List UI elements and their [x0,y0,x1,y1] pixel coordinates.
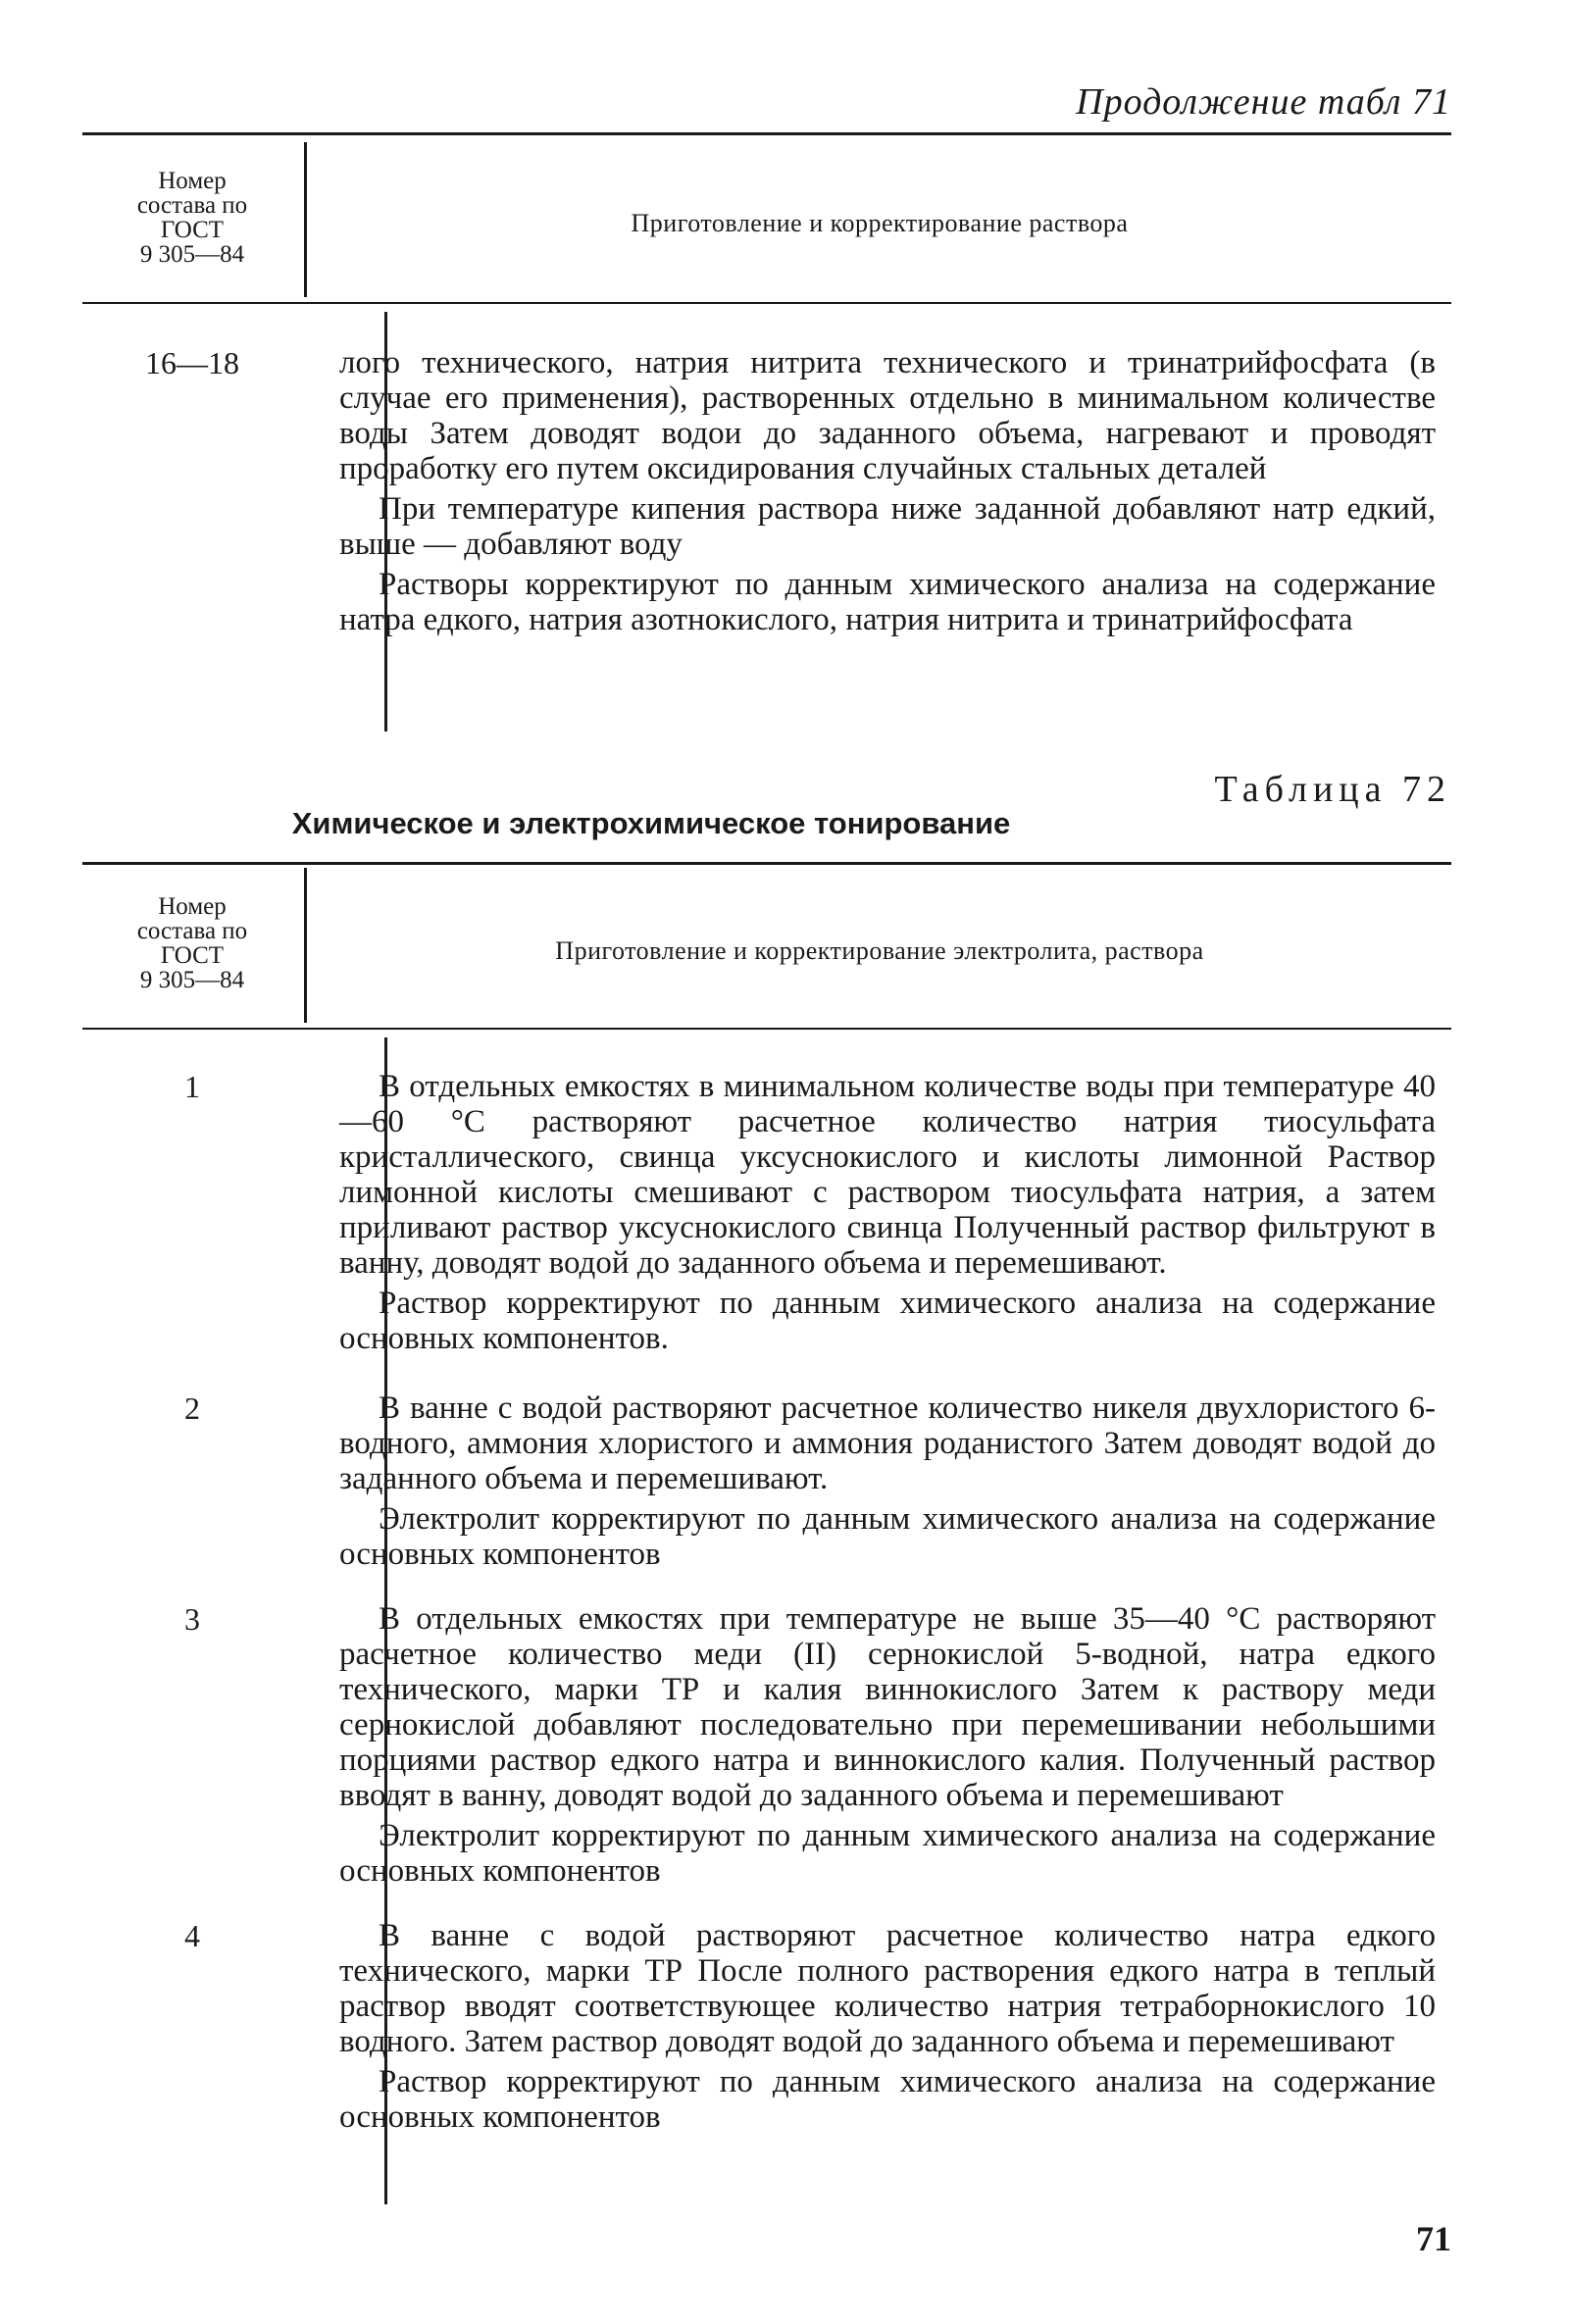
table72-row-number: 1 [184,1069,200,1104]
table72-header-text: Приготовление и корректирование электролита, раствора [555,936,1204,965]
table72-row-number: 4 [184,1918,200,1953]
paragraph: В отдельных емкостях в минимальном количестве воды при температуре 40—60 °С растворяют расчетное количество натрия тиосульфата кристаллического, свинца уксуснокислого и кислоты лимонной Раствор лимонной кислоты смешивают с раствором тиосульфата натрия, а затем приливают раствор уксуснокислого свинца Полученный раствор фильтруют в ванну, доводят водой до заданного объема и перемешивают. [339,1069,1436,1281]
header-number-line: Номер [158,168,227,194]
table71-row-number: 16—18 [145,345,239,380]
table71-top-rule [82,132,1451,135]
paragraph: лого технического, натрия нитрита технического и тринатрийфосфата (в случае его применения), растворенных отдельно в минимальном количестве воды Затем доводят водои до заданного объема, нагревают и проводят проработку его путем оксидирования случайных стальных деталей [339,345,1436,486]
table72-header-divider [304,868,307,1023]
table72-top-rule [82,862,1451,865]
paragraph: При температуре кипения раствора ниже заданной добавляют натр едкий, выше — добавляют воду [339,491,1436,562]
table72-row-4-text [339,1918,1436,2140]
paragraph: Раствор корректируют по данным химического анализа на содержание основных компонентов [339,2064,1436,2135]
table72-row-3-text [339,1601,1436,1894]
header-number-line: ГОСТ [160,217,225,243]
continuation-header: Продолжение табл 71 [1076,81,1451,123]
table72-row-number: 2 [184,1390,200,1426]
page-number: 71 [1416,2219,1451,2258]
document-page [82,0,1451,2324]
table72-label: Таблица 72 [1214,769,1451,810]
paragraph: В ванне с водой растворяют расчетное количество натра едкого технического, марки ТР После полного растворения едкого натра в теплый раствор вводят соответствующее количество натрия тетраборнокислого 10 водного. Затем раствор доводят водой до заданного объема и перемешивают [339,1918,1436,2059]
table72-row-number: 3 [184,1601,200,1637]
paragraph: Раствор корректируют по данным химического анализа на содержание основных компонентов. [339,1286,1436,1356]
table72-header-rule [82,1028,1451,1030]
paragraph: В ванне с водой растворяют расчетное количество никеля двухлористого 6-водного, аммония хлористого и аммония роданистого Затем доводят водой до заданного объема и перемешивают. [339,1390,1436,1496]
table71-header-rule [82,302,1451,304]
header-number-line: ГОСТ [160,942,225,969]
table71-row-text [339,345,1436,642]
table72-row-1-text [339,1069,1436,1361]
paragraph: В отдельных емкостях при температуре не выше 35—40 °С растворяют расчетное количество меди (II) сернокислой 5-водной, натра едкого технического, марки ТР и калия виннокислого Затем к раствору меди сернокислой добавляют последовательно при перемешивании небольшими порциями раствор едкого натра и виннокислого калия. Полученный раствор вводят в ванну, доводят водой до заданного объема и перемешивают [339,1601,1436,1813]
header-number-line: состава по [136,192,248,219]
header-number-line: 9 305—84 [139,241,245,268]
table72-title: Химическое и электрохимическое тонирование [291,806,1011,840]
paragraph: Электролит корректируют по данным химического анализа на содержание основных компонентов [339,1501,1436,1572]
table71-header-number [82,169,302,267]
header-number-line: 9 305—84 [139,967,245,993]
table71-header-divider [304,142,307,297]
table71-header-text: Приготовление и корректирование раствора [631,209,1129,237]
header-number-line: Номер [158,893,227,920]
paragraph: Электролит корректируют по данным химического анализа на содержание основных компонентов [339,1818,1436,1889]
table72-row-2-text [339,1390,1436,1577]
header-number-line: состава по [136,918,248,944]
paragraph: Растворы корректируют по данным химического анализа на содержание натра едкого, натрия азотнокислого, натрия нитрита и тринатрийфосфата [339,567,1436,637]
table72-header-number [82,894,302,992]
